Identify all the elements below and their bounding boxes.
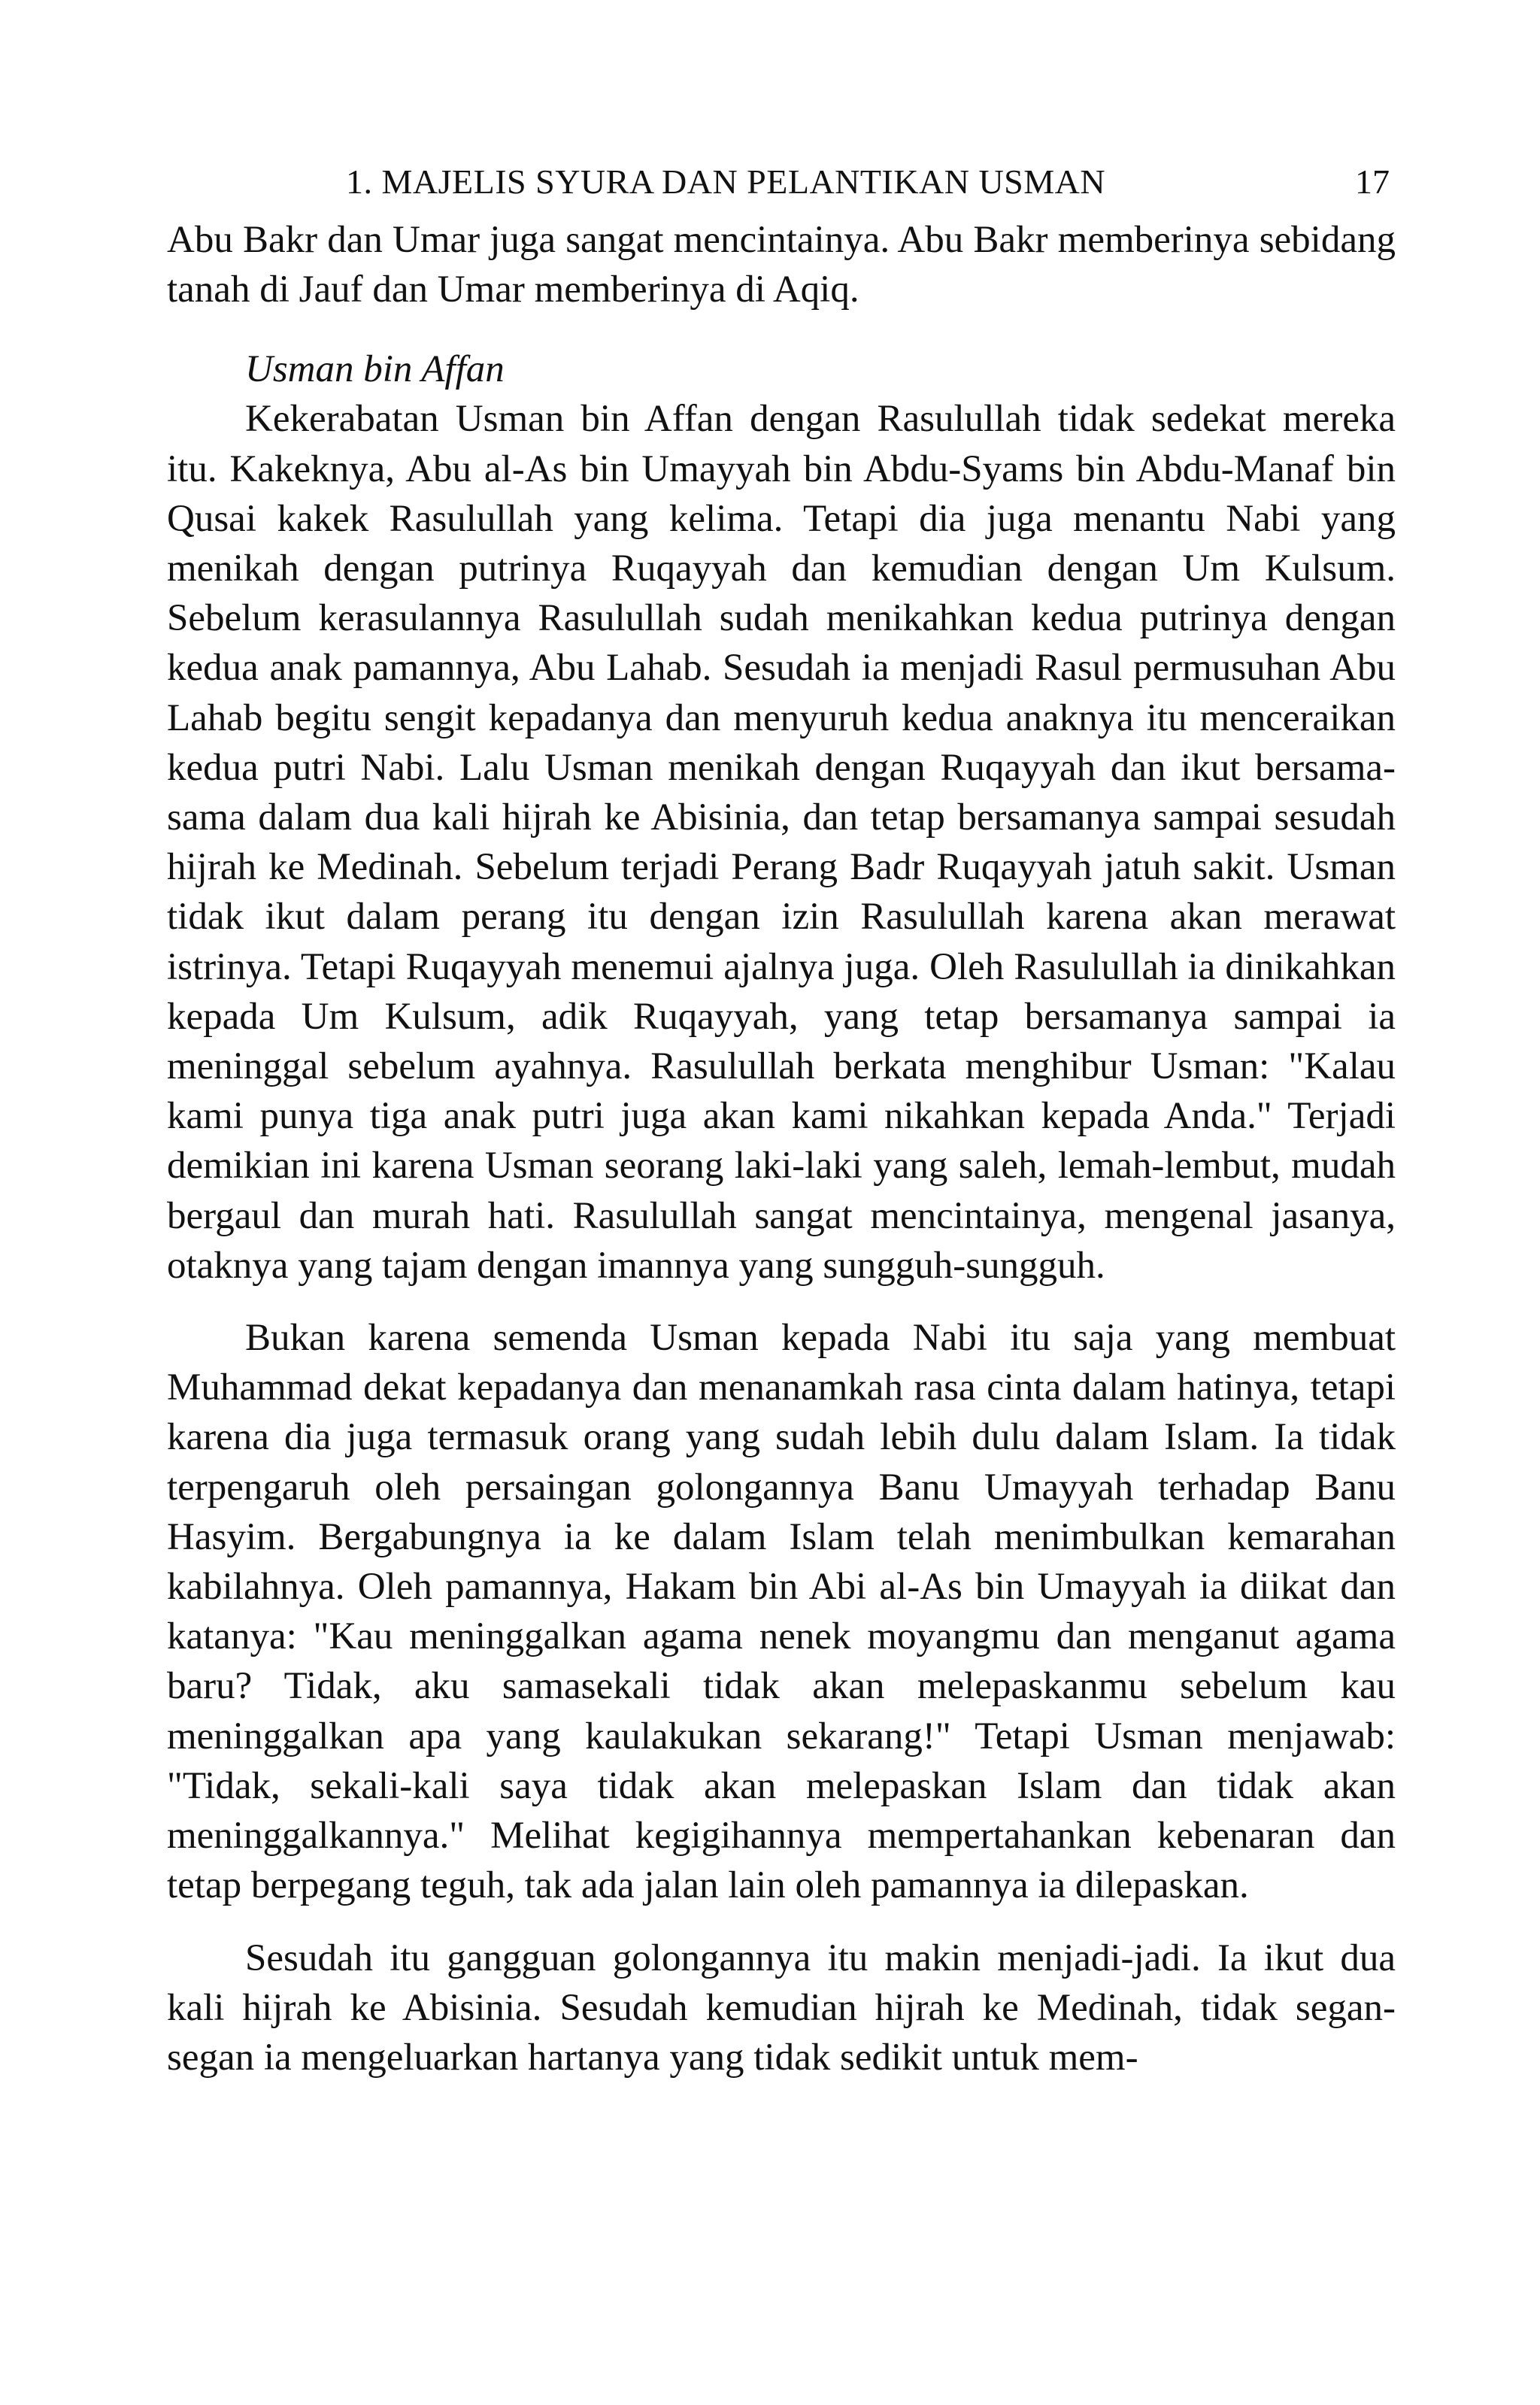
paragraph: Kekerabatan Usman bin Affan dengan Rasulullah tidak sedekat mereka itu. Kakeknya, Abu al-As bin Umayyah bin Abdu-Syams bin Abdu-Manaf bin Qusai kakek Rasulullah yang kelima. Tetapi dia juga menantu Nabi yang menikah dengan putrinya Ruqayyah dan kemudian dengan Um Kulsum. Sebelum kerasulannya Rasulullah sudah menikahkan kedua putrinya dengan kedua anak pamannya, Abu Lahab. Sesudah ia menjadi Rasul permusuhan Abu Lahab begitu sengit kepadanya dan menyuruh kedua anaknya itu menceraikan kedua putri Nabi. Lalu Usman menikah dengan Ruqayyah dan ikut bersama-sama dalam dua kali hijrah ke Abisinia, dan tetap bersamanya sampai sesudah hijrah ke Medinah. Sebelum terjadi Perang Badr Ruqayyah jatuh sakit. Usman tidak ikut dalam perang itu dengan izin Rasulullah karena akan merawat istrinya. Tetapi Ruqayyah menemui ajalnya juga. Oleh Rasulullah ia dinikahkan kepada Um Kulsum, adik Ruqayyah, yang tetap bersamanya sampai ia meninggal sebelum ayahnya. Rasulullah berkata menghibur Usman: "Kalau kami punya tiga anak putri juga akan kami nikahkan kepada Anda." Terjadi demikian ini karena Usman seorang laki-laki yang saleh, lemah-lembut, mudah bergaul dan murah hati. Rasulullah sangat mencintainya, mengenal jasanya, otaknya yang tajam dengan imannya yang sungguh-sungguh. — [167, 398, 1396, 1287]
chapter-running-title: 1. MAJELIS SYURA DAN PELANTIKAN USMAN — [346, 162, 1106, 201]
page-body — [167, 215, 1396, 2082]
paragraph: Sesudah itu gangguan golongannya itu makin menjadi-jadi. Ia ikut dua kali hijrah ke Abisinia. Sesudah kemudian hijrah ke Medinah, tidak segan-segan ia mengeluarkan hartanya yang tidak sedikit untuk mem- — [167, 1936, 1396, 2079]
book-page — [167, 158, 1396, 2082]
paragraph: Bukan karena semenda Usman kepada Nabi itu saja yang membuat Muhammad dekat kepadanya dan menanamkah rasa cinta dalam hatinya, tetapi karena dia juga termasuk orang yang sudah lebih dulu dalam Islam. Ia tidak terpengaruh oleh persaingan golongannya Banu Umayyah terhadap Banu Hasyim. Bergabungnya ia ke dalam Islam telah menimbulkan kemarahan kabilahnya. Oleh pamannya, Hakam bin Abi al-As bin Umayyah ia diikat dan katanya: "Kau meninggalkan agama nenek moyangmu dan menganut agama baru? Tidak, aku samasekali tidak akan melepaskanmu sebelum kau meninggalkan apa yang kaulakukan sekarang!" Tetapi Usman menjawab: "Tidak, sekali-kali saya tidak akan melepaskan Islam dan tidak akan meninggalkannya." Melihat kegigihannya mempertahankan kebenaran dan tetap berpegang teguh, tak ada jalan lain oleh pamannya ia dilepaskan. — [167, 1317, 1396, 1907]
paragraph: Abu Bakr dan Umar juga sangat mencintainya. Abu Bakr memberinya sebidang tanah di Jauf dan Umar memberinya di Aqiq. — [167, 219, 1396, 311]
page-number: 17 — [1355, 162, 1390, 201]
running-head — [167, 158, 1396, 206]
section-subheading: Usman bin Affan — [245, 348, 505, 391]
